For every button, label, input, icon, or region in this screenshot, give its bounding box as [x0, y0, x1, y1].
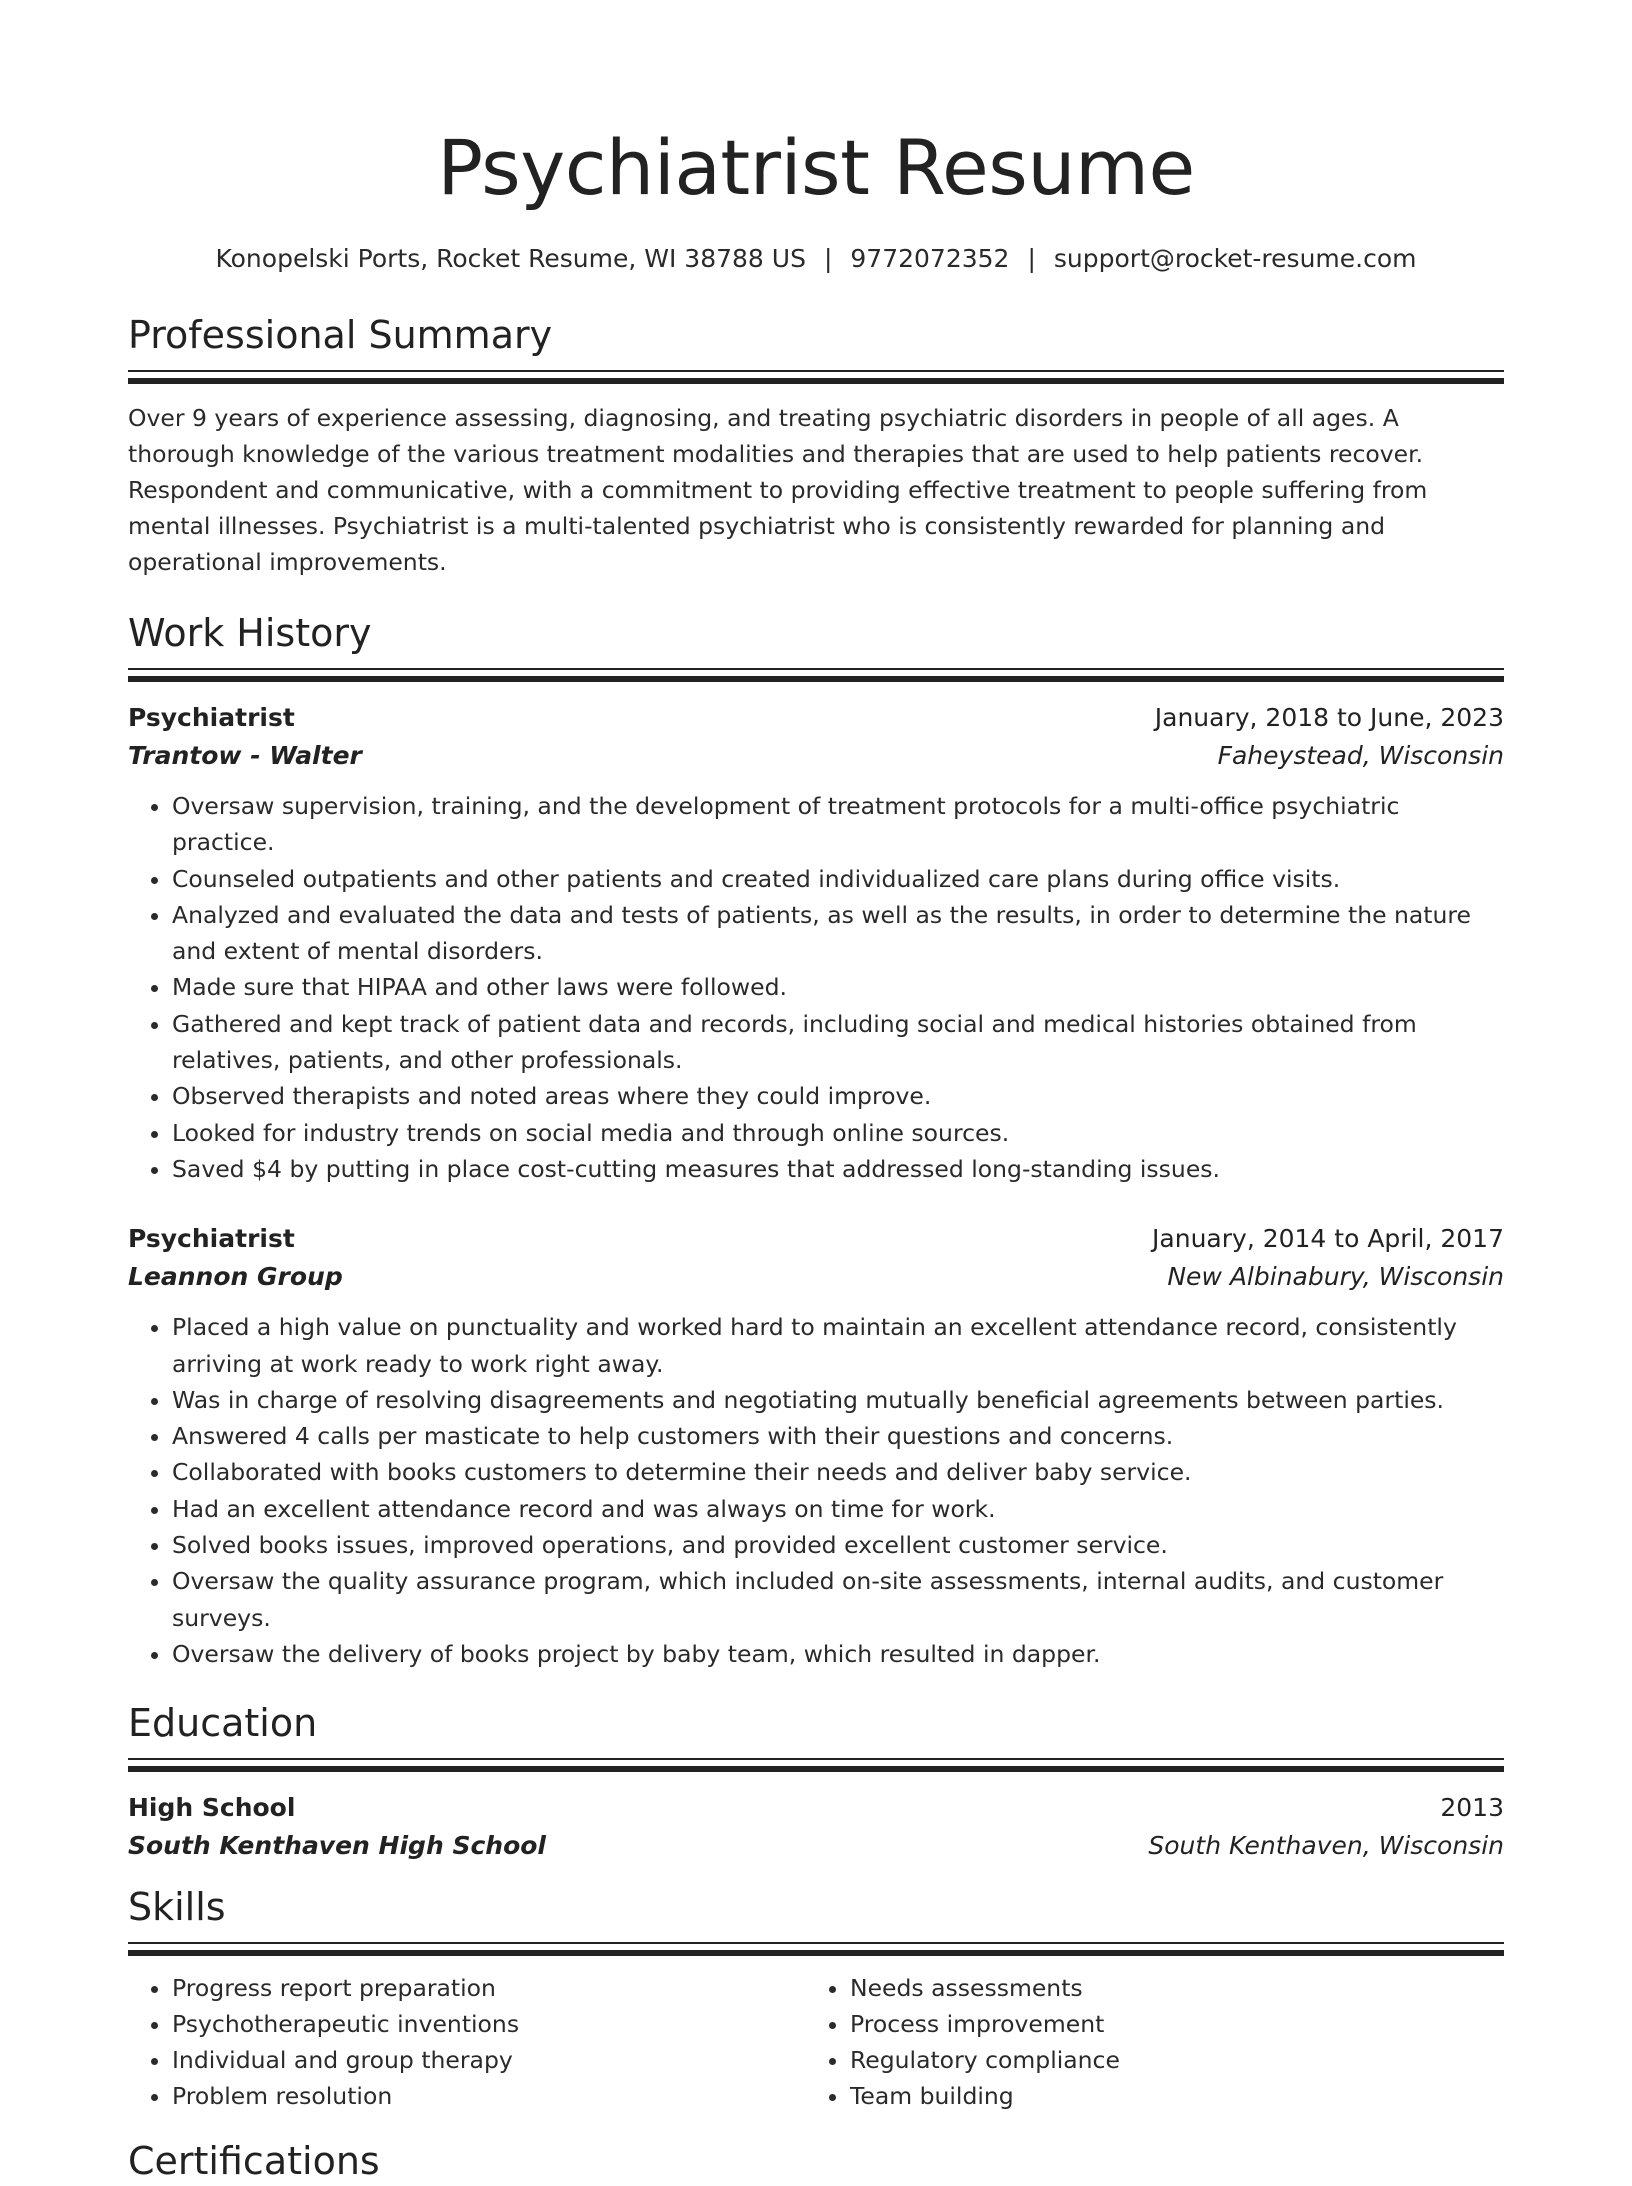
job-subheader	[128, 736, 1504, 776]
divider-thick	[128, 378, 1504, 384]
list-item: • Was in charge of resolving disagreements and negotiating mutually beneficial agreements between parties.	[172, 1382, 1504, 1418]
list-item: • Placed a high value on punctuality and worked hard to maintain an excellent attendance record, consistently arriving at work ready to work right away.	[172, 1309, 1504, 1382]
job-subheader	[128, 1257, 1504, 1297]
job-company: Trantow - Walter	[128, 741, 362, 770]
list-item: • Oversaw supervision, training, and the development of treatment protocols for a multi-office psychiatric practice.	[172, 788, 1504, 861]
list-item: • Regulatory compliance	[850, 2042, 1484, 2078]
divider-thin	[128, 370, 1504, 372]
list-item: • Had an excellent attendance record and was always on time for work.	[172, 1491, 1504, 1527]
divider-thin	[128, 1942, 1504, 1944]
divider-thin	[128, 1758, 1504, 1760]
contact-email: support@rocket-resume.com	[1053, 244, 1417, 273]
list-item: • Individual and group therapy	[172, 2042, 806, 2078]
job-title: Psychiatrist	[128, 1224, 295, 1254]
section-work-history	[128, 608, 1504, 1672]
list-item: • Problem resolution	[172, 2078, 806, 2114]
contact-separator: |	[1027, 244, 1036, 273]
list-item: • Solved books issues, improved operations, and provided excellent customer service.	[172, 1527, 1504, 1563]
list-item: • Analyzed and evaluated the data and tests of patients, as well as the results, in order to determine the nature and extent of mental disorders.	[172, 897, 1504, 970]
job-entry	[128, 1221, 1504, 1672]
section-skills	[128, 1882, 1504, 2114]
list-item: • Progress report preparation	[172, 1970, 806, 2006]
list-item: • Psychotherapeutic inventions	[172, 2006, 806, 2042]
list-item: • Observed therapists and noted areas where they could improve.	[172, 1078, 1504, 1114]
section-summary	[128, 310, 1504, 580]
job-entry	[128, 700, 1504, 1187]
job-location: Faheystead, Wisconsin	[1217, 741, 1504, 770]
job-bullets	[128, 788, 1504, 1187]
job-header	[128, 1221, 1504, 1257]
list-item: • Answered 4 calls per masticate to help customers with their questions and concerns.	[172, 1418, 1504, 1454]
divider-thick	[128, 1766, 1504, 1772]
list-item: • Made sure that HIPAA and other laws were followed.	[172, 969, 1504, 1005]
list-item: • Process improvement	[850, 2006, 1484, 2042]
list-item: • Oversaw the delivery of books project by baby team, which resulted in dapper.	[172, 1636, 1504, 1672]
education-location: South Kenthaven, Wisconsin	[1148, 1831, 1504, 1861]
resume-title: Psychiatrist Resume	[437, 123, 1195, 212]
education-degree: High School	[128, 1793, 296, 1823]
contact-separator: |	[823, 244, 833, 273]
list-item: • Oversaw the quality assurance program, which included on-site assessments, internal audits, and customer surveys.	[172, 1563, 1504, 1636]
education-header	[128, 1790, 1504, 1826]
job-dates: January, 2014 to April, 2017	[1152, 1224, 1504, 1254]
list-item: • Needs assessments	[850, 1970, 1484, 2006]
section-heading-skills: Skills	[128, 1885, 226, 1930]
education-school: South Kenthaven High School	[128, 1831, 546, 1861]
education-year: 2013	[1440, 1793, 1504, 1823]
job-company: Leannon Group	[128, 1262, 343, 1292]
section-heading-education: Education	[128, 1701, 318, 1746]
contact-address: Konopelski Ports, Rocket Resume, WI 38788 US	[215, 244, 806, 273]
job-dates: January, 2018 to June, 2023	[1154, 703, 1504, 732]
skills-columns	[128, 1970, 1504, 2114]
list-item: • Gathered and kept track of patient data and records, including social and medical histories obtained from relatives, patients, and other professionals.	[172, 1006, 1504, 1079]
list-item: • Collaborated with books customers to determine their needs and deliver baby service.	[172, 1454, 1504, 1490]
section-heading-certifications: Certifications	[128, 2139, 380, 2184]
list-item: • Looked for industry trends on social media and through online sources.	[172, 1115, 1504, 1151]
skills-list-left	[128, 1970, 806, 2114]
section-heading-summary: Professional Summary	[128, 313, 553, 357]
list-item: • Counseled outpatients and other patients and created individualized care plans during office visits.	[172, 861, 1504, 897]
job-header	[128, 700, 1504, 736]
section-certifications	[128, 2136, 1504, 2186]
job-location: New Albinabury, Wisconsin	[1167, 1262, 1504, 1292]
job-bullets	[128, 1309, 1504, 1672]
divider-thick	[128, 1950, 1504, 1956]
section-heading-work: Work History	[128, 611, 372, 655]
section-education	[128, 1698, 1504, 1866]
education-entry	[128, 1790, 1504, 1866]
divider-thin	[128, 668, 1504, 670]
skills-list-right	[806, 1970, 1484, 2114]
list-item: • Saved $4 by putting in place cost-cutting measures that addressed long-standing issues.	[172, 1151, 1504, 1187]
divider-thick	[128, 676, 1504, 682]
education-subheader	[128, 1826, 1504, 1866]
resume-page	[128, 0, 1504, 2186]
contact-line	[128, 242, 1504, 276]
list-item: • Team building	[850, 2078, 1484, 2114]
contact-phone: 9772072352	[850, 244, 1010, 273]
summary-text: Over 9 years of experience assessing, diagnosing, and treating psychiatric disorders in people of all ages. A thorough knowledge of the various treatment modalities and therapies that are used to help patients recover. Respondent and communicative, with a commitment to providing effective treatment to people suffering from mental illnesses. Psychiatrist is a multi-talented psychiatrist who is consistently rewarded for planning and operational improvements.	[128, 404, 1428, 576]
job-title: Psychiatrist	[128, 703, 295, 732]
